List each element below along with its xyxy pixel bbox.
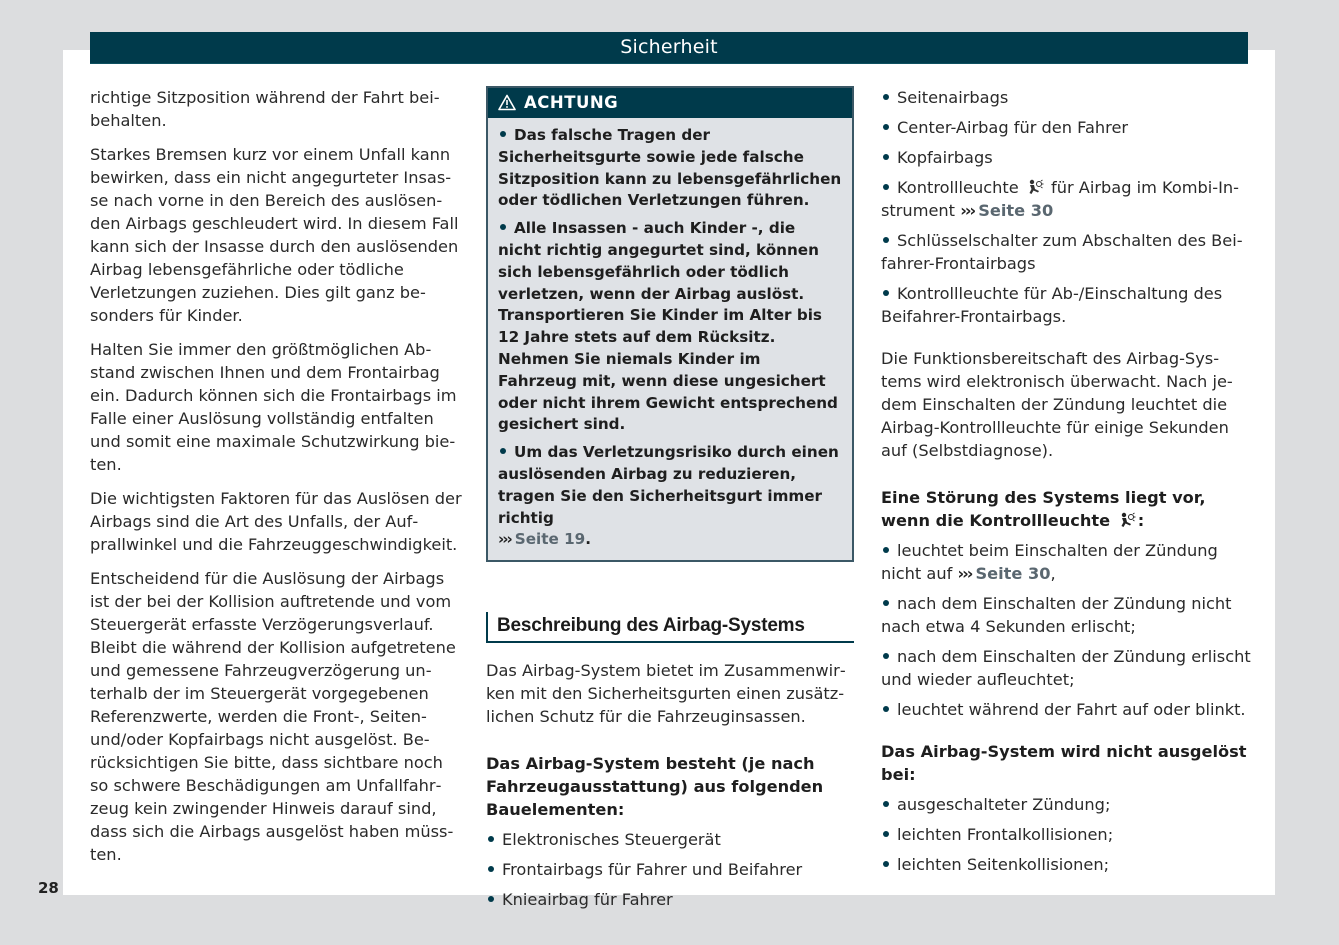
bullet-icon	[500, 131, 506, 137]
bullet-icon	[488, 896, 494, 902]
paragraph: Starkes Bremsen kurz vor einem Unfall kann bewirken, dass ein nicht angegurteter Insasse nach vorne in den Bereich des auslösenden Airbags geschleudert wird. In diesem Fall kann sich der Insasse durch den auslösenden Airbag lebensgefährliche oder tödliche Verletzungen zuziehen. Dies gilt ganz besonders für Kinder.	[90, 145, 459, 325]
reference-arrow-icon: ›››	[498, 530, 511, 549]
section-intro: Das Airbag-System bietet im Zusammenwirken mit den Sicherheitsgurten einen zusätzlichen Schutz für die Fahrzeuginsassen.	[486, 661, 846, 727]
chapter-header	[90, 32, 1248, 64]
bullet-icon	[883, 237, 889, 243]
monitoring-paragraph: Die Funktionsbereitschaft des Airbag-Systems wird elektronisch überwacht. Nach jedem Einschalten der Zündung leuchtet die Airbag-Kontrollleuchte für einige Sekunden auf (Selbstdiagnose).	[881, 349, 1233, 460]
list-item: nach dem Einschalten der Zündung erlischt und wieder aufleuchtet;	[881, 647, 1251, 689]
bullet-icon	[883, 706, 889, 712]
section-title: Beschreibung des Airbag-Systems	[486, 612, 854, 643]
bullet-icon	[500, 448, 506, 454]
list-item: Seitenairbags	[881, 86, 1251, 109]
reference-arrow-icon: ›››	[960, 201, 975, 220]
paragraph: Die wichtigsten Faktoren für das Auslösen der Airbags sind die Art des Unfalls, der Aufprallwinkel und die Fahrzeuggeschwindigkeit.	[90, 489, 462, 554]
bullet-icon	[883, 184, 889, 190]
paragraph: richtige Sitzposition während der Fahrt beibehalten.	[90, 88, 440, 130]
list-item: Schlüsselschalter zum Abschalten des Beifahrer-Frontairbags	[881, 231, 1243, 273]
no-deploy-heading: Das Airbag-System wird nicht ausgelöst bei:	[881, 742, 1247, 784]
warning-body	[488, 118, 852, 560]
components-heading: Das Airbag-System besteht (je nach Fahrzeugausstattung) aus folgenden Bauelementen:	[486, 754, 824, 820]
list-item: Frontairbags für Fahrer und Beifahrer	[486, 858, 854, 881]
paragraph: Halten Sie immer den größtmöglichen Abstand zwischen Ihnen und dem Frontairbag ein. Dadurch können sich die Frontairbags im Falle einer Auslösung vollständig entfalten und somit eine maximale Schutzwirkung bieten.	[90, 340, 457, 474]
bullet-icon	[883, 600, 889, 606]
page-reference-link[interactable]: Seite 19	[514, 530, 586, 549]
no-deploy-list	[881, 793, 1251, 876]
paragraph: Entscheidend für die Auslösung der Airbags ist der bei der Kollision auftretende und vom Steuergerät erfasste Verzögerungsverlauf. Bleibt die während der Kollision aufgetretene und gemessene Fahrzeugverzögerung unterhalb der im Steuergerät vorgegebenen Referenzwerte, werden die Front-, Seiten- und/oder Kopfairbags nicht ausgelöst. Berücksichtigen Sie bitte, dass sichtbare noch so schwere Beschädigungen am Unfallfahrzeug kein zwingender Hinweis darauf sind, dass sich die Airbags ausgelöst haben müssten.	[90, 569, 456, 864]
chapter-title: Sicherheit	[620, 36, 718, 58]
warning-box	[486, 86, 854, 562]
fault-list	[881, 539, 1251, 721]
list-item: Kontrollleuchte für Ab-/Einschaltung des Beifahrer-Frontairbags.	[881, 284, 1223, 326]
list-item: Kopfairbags	[881, 146, 1251, 169]
fault-heading: Eine Störung des Systems liegt vor, wenn die Kontrollleuchte :	[881, 488, 1206, 530]
bullet-icon	[883, 547, 889, 553]
bullet-icon	[883, 801, 889, 807]
bullet-icon	[883, 154, 889, 160]
page-reference-link[interactable]: Seite 30	[975, 564, 1051, 583]
list-item: Center-Airbag für den Fahrer	[881, 116, 1251, 139]
components-list	[486, 828, 854, 911]
bullet-icon	[488, 836, 494, 842]
components-list-continued	[881, 86, 1251, 328]
airbag-warning-light-icon	[1026, 179, 1044, 196]
list-item: leichten Frontalkollisionen;	[881, 823, 1251, 846]
page-reference-link[interactable]: Seite 30	[978, 201, 1054, 220]
list-item: nach dem Einschalten der Zündung nicht nach etwa 4 Sekunden erlischt;	[881, 594, 1232, 636]
list-item: leichten Seitenkollisionen;	[881, 853, 1251, 876]
bullet-icon	[883, 124, 889, 130]
warning-header	[488, 88, 852, 118]
column-middle	[486, 86, 854, 918]
bullet-icon	[883, 94, 889, 100]
bullet-icon	[883, 861, 889, 867]
column-right	[881, 86, 1251, 883]
list-item: Knieairbag für Fahrer	[486, 888, 854, 911]
warning-item: Um das Verletzungsrisiko durch einen auslösenden Airbag zu reduzieren, tragen Sie den Sicherheitsgurt immer richtig ››› Seite 19.	[498, 443, 839, 549]
warning-title: ACHTUNG	[524, 93, 619, 112]
list-item: ausgeschalteter Zündung;	[881, 793, 1251, 816]
warning-item: Alle Insassen - auch Kinder -, die nicht richtig angegurtet sind, können sich lebensgefährlich oder tödlich verletzen, wenn der Airbag auslöst. Transportieren Sie Kinder im Alter bis 12 Jahre stets auf dem Rücksitz. Nehmen Sie niemals Kinder im Fahrzeug mit, wenn diese ungesichert oder nicht ihrem Gewicht entsprechend gesichert sind.	[498, 219, 838, 434]
list-item: leuchtet während der Fahrt auf oder blinkt.	[881, 698, 1251, 721]
page-number: 28	[38, 879, 59, 897]
bullet-icon	[500, 224, 506, 230]
column-left	[90, 86, 462, 877]
list-item: Elektronisches Steuergerät	[486, 828, 854, 851]
list-item: leuchtet beim Einschalten der Zündung nicht auf ››› Seite 30,	[881, 541, 1218, 583]
bullet-icon	[883, 653, 889, 659]
bullet-icon	[883, 290, 889, 296]
warning-item: Das falsche Tragen der Sicherheitsgurte sowie jede falsche Sitzposition kann zu lebensgefährlichen oder tödlichen Verletzungen führen.	[498, 126, 842, 210]
airbag-warning-light-icon	[1118, 512, 1136, 529]
list-item: Kontrollleuchte für Airbag im Kombi-Instrument ››› Seite 30	[881, 178, 1239, 220]
warning-triangle-icon	[498, 94, 516, 111]
reference-arrow-icon: ›››	[957, 564, 972, 583]
bullet-icon	[488, 866, 494, 872]
bullet-icon	[883, 831, 889, 837]
